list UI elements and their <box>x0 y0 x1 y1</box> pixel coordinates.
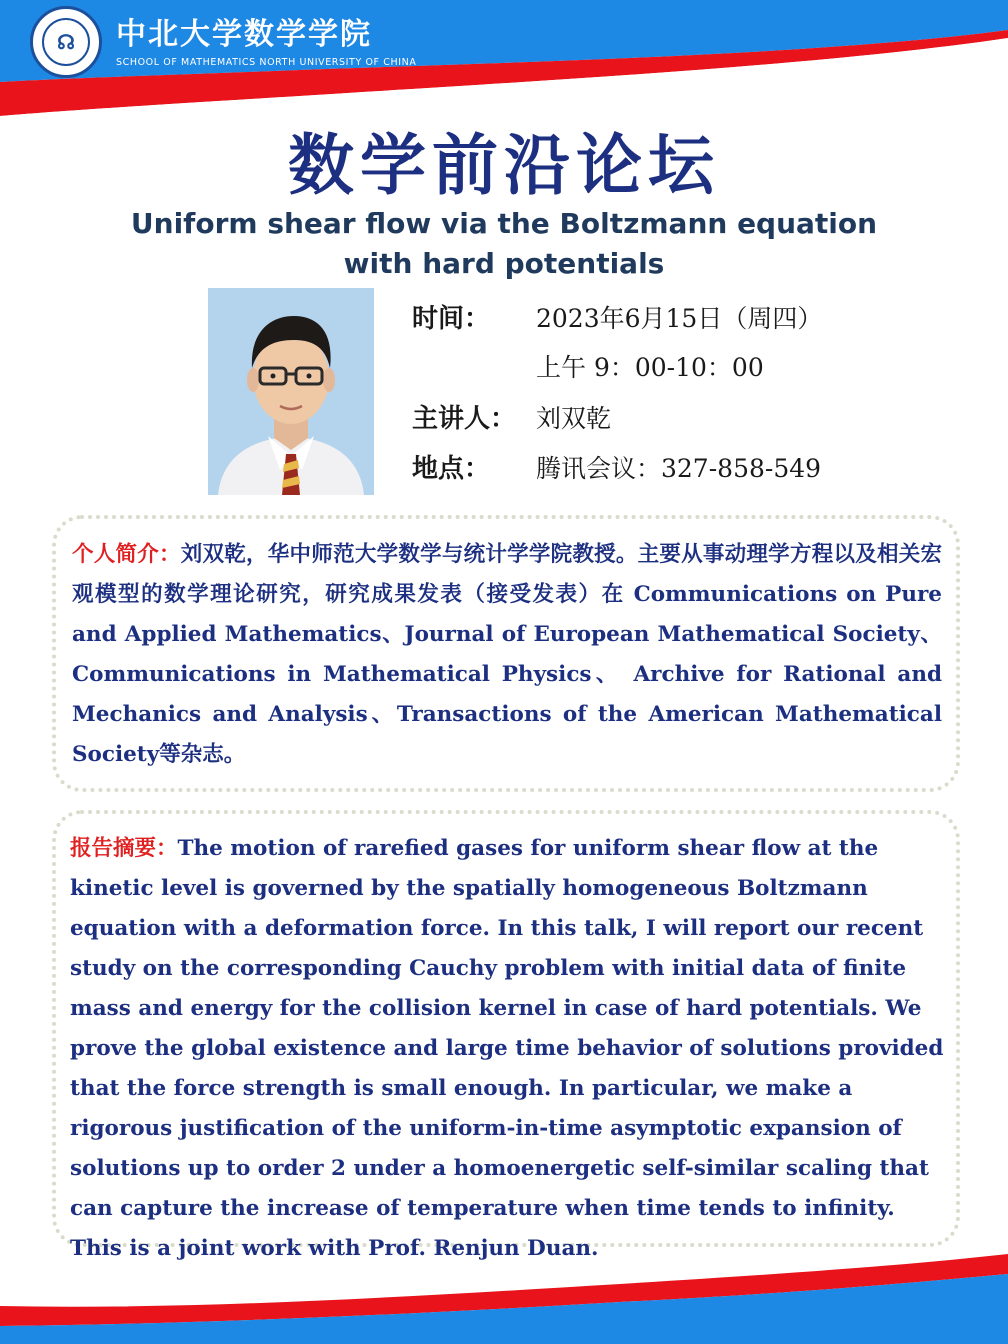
talk-title: Uniform shear flow via the Boltzmann equation with hard potentials <box>130 207 878 280</box>
time-row <box>412 298 972 348</box>
logo-english-name: SCHOOL OF MATHEMATICS NORTH UNIVERSITY OF CHINA <box>116 56 417 68</box>
header-logo <box>30 6 416 78</box>
page-title: 数学前沿论坛 <box>288 127 720 204</box>
time-label: 时间： <box>412 304 491 334</box>
university-seal-icon: ☊ <box>30 6 102 78</box>
place-row <box>412 448 972 498</box>
abstract-label: 报告摘要： <box>70 836 178 861</box>
abstract-text: The motion of rarefied gases for uniform shear flow at the kinetic level is governed by the spatially homogeneous Boltzmann equation with a deformation force. In this talk, I will report our recent study on the corresponding Cauchy problem with initial data of finite mass and energy for the collision kernel in case of hard potentials. We prove the global existence and large time behavior of solutions provided that the force strength is small enough. In particular, we make a rigorous justification of the uniform-in-time asymptotic expansion of solutions up to order 2 under a homoenergetic self-similar scaling that can capture the increase of temperature when time tends to infinity. This is a joint work with Prof. Renjun Duan. <box>70 836 944 1261</box>
speaker-value: 刘双乾 <box>536 404 612 433</box>
speaker-portrait-icon <box>208 288 374 495</box>
footer-wave <box>0 1244 1008 1344</box>
speaker-label: 主讲人： <box>412 404 517 434</box>
time-value: 2023年6月15日（周四） <box>536 304 823 333</box>
place-label: 地点： <box>412 454 491 484</box>
abstract-section <box>70 829 950 1269</box>
bio-text: 刘双乾，华中师范大学数学与统计学学院教授。主要从事动理学方程以及相关宏观模型的数学理论研究，研究成果发表（接受发表）在 Communications on Pure and Applied Mathematics、Journal of European Mathematical Society、 Communications in Mathematical Physics、 Archive for Rational and Mechanics and Analysis、Transactions of the American Mathematical Society等杂志。 <box>72 542 942 767</box>
time-value-2: 上午 9：00-10：00 <box>536 353 764 382</box>
bio-section <box>72 535 942 775</box>
speaker-photo <box>208 288 374 495</box>
place-value: 腾讯会议：327-858-549 <box>536 454 822 483</box>
bio-label: 个人简介： <box>72 542 181 567</box>
speaker-row <box>412 398 972 448</box>
logo-chinese-name: 中北大学数学学院 <box>116 16 372 52</box>
event-info <box>412 298 972 498</box>
